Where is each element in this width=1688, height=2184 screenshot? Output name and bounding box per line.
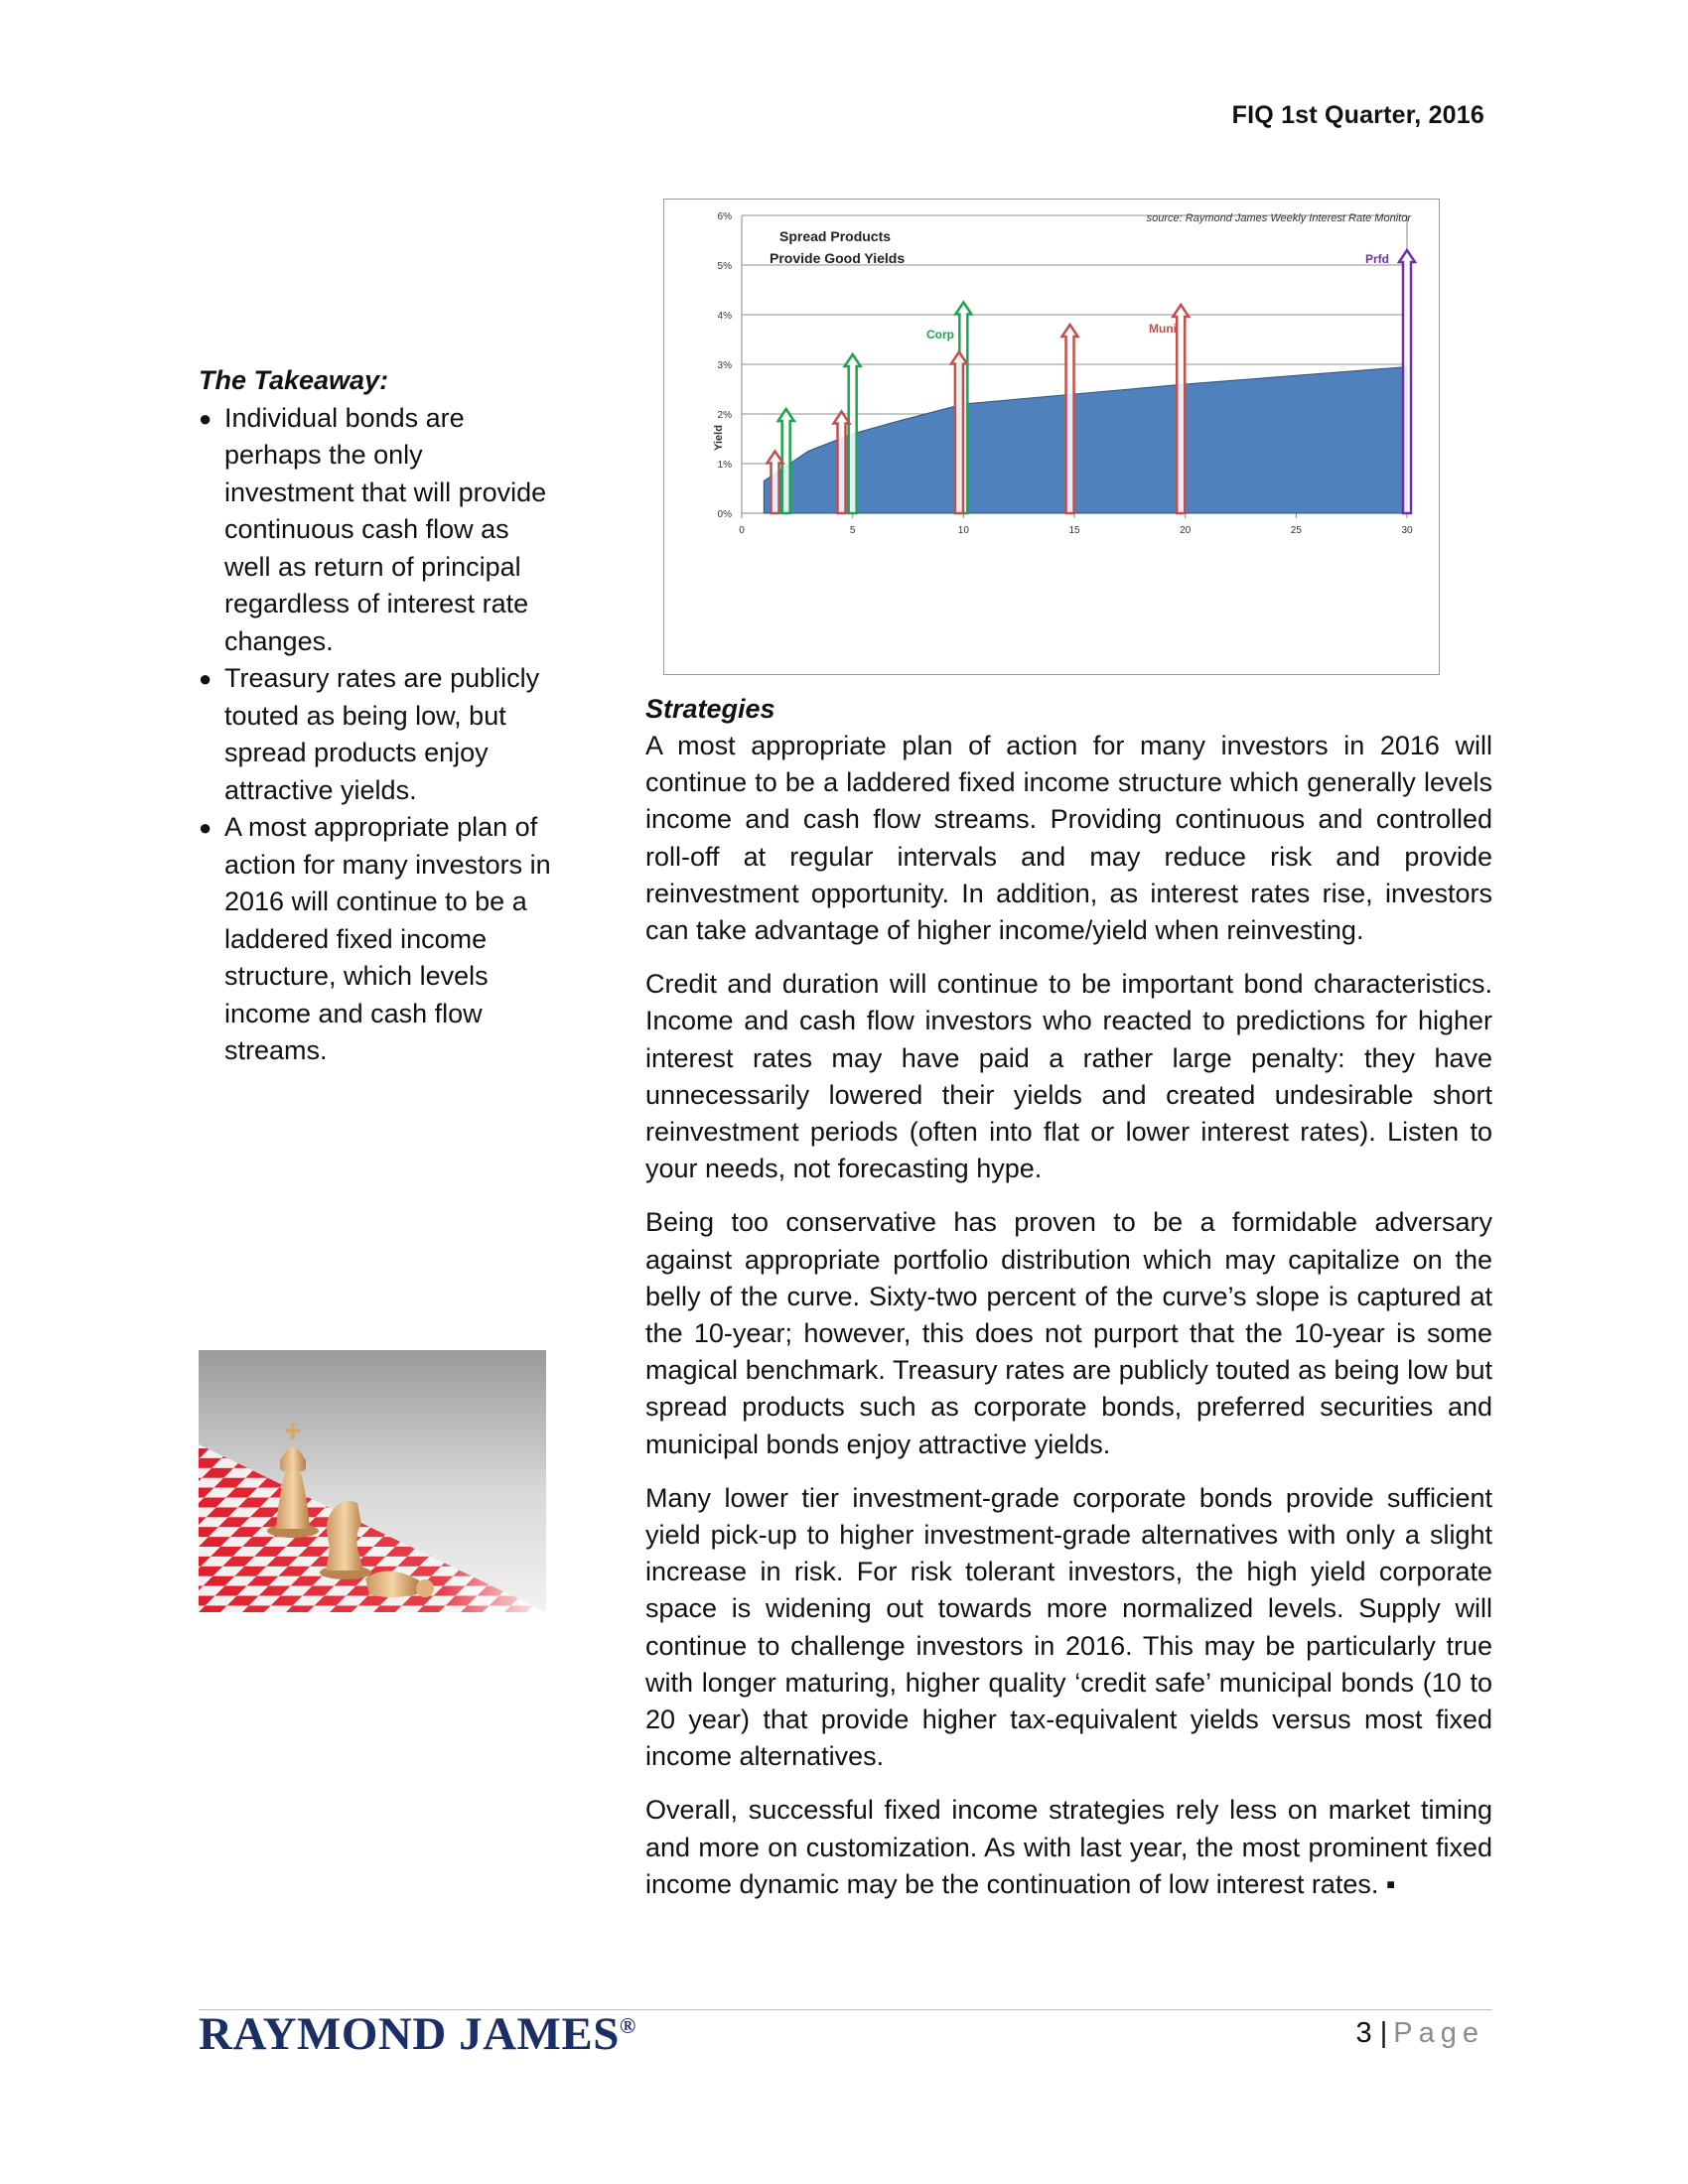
yield-chart-svg [664, 200, 1439, 674]
strategies-section [645, 691, 1492, 1920]
y-axis-label: Yield [713, 425, 725, 451]
takeaway-bullet-text: A most appropriate plan of action for many investors in 2016 will continue to be a laddered fixed income structure, which levels income and cash flow streams. [224, 812, 551, 1065]
bullet-icon: ● [199, 405, 212, 431]
chart-title-line-2: Provide Good Yields [770, 250, 906, 266]
strategies-heading: Strategies [645, 694, 775, 724]
muni-label: Muni [1149, 322, 1177, 336]
x-tick-label: 20 [1180, 525, 1192, 536]
x-tick-label: 5 [849, 525, 856, 536]
bullet-icon: ● [199, 666, 212, 691]
takeaway-heading: The Takeaway: [199, 365, 389, 395]
takeaway-bullet [199, 660, 556, 809]
takeaway-bullet [199, 809, 556, 1070]
page-separator: | [1379, 2017, 1388, 2049]
x-tick-label: 25 [1290, 525, 1302, 536]
y-tick-label: 6% [717, 211, 732, 222]
strategies-paragraph: Credit and duration will continue to be important bond characteristics. Income and cash flow investors who reacted to predictions for higher interest rates may have paid a rather large penalty: they have unnecessarily lowered their yields and created undesirable short reinvestment periods (often into flat or lower interest rates). Listen to your needs, not forecasting hype. [645, 969, 1492, 1184]
y-tick-label: 5% [717, 261, 732, 272]
x-tick-label: 15 [1068, 525, 1080, 536]
page-header: FIQ 1st Quarter, 2016 [1231, 101, 1484, 129]
y-tick-label: 3% [717, 360, 732, 371]
takeaway-bullet-text: Individual bonds are perhaps the only investment that will provide continuous cash flow as well as return of principal regardless of interest rate changes. [224, 402, 547, 656]
strategies-paragraph: Many lower tier investment-grade corporate bonds provide sufficient yield pick-up to higher investment-grade alternatives with only a slight increase in risk. For risk tolerant investors, the high yield corporate space is widening out towards more normalized levels. Supply will continue to challenge investors in 2016. This may be particularly true with longer maturing, higher quality ‘credit safe’ municipal bonds (10 to 20 year) that provide higher tax-equivalent yields versus most fixed income alternatives. [645, 1482, 1492, 1772]
chess-image [199, 1350, 546, 1612]
raymond-james-logo: RAYMOND JAMES® [199, 2008, 636, 2060]
corp-label: Corp [926, 328, 954, 341]
chart-source: source: Raymond James Weekly Interest Rate Monitor [1146, 212, 1411, 224]
treasuries-area [764, 367, 1407, 514]
takeaway-bullet-text: Treasury rates are publicly touted as being low, but spread products enjoy attractive yields. [224, 663, 540, 805]
y-tick-label: 4% [717, 311, 732, 322]
y-tick-label: 0% [717, 509, 732, 520]
treasuries-label: Treasuries [1214, 532, 1275, 546]
chart-title-line-1: Spread Products [779, 228, 892, 244]
yield-chart [663, 199, 1440, 675]
x-tick-label: 0 [739, 525, 745, 536]
strategies-paragraph: Overall, successful fixed income strategies rely less on market timing and more on customization. As with last year, the most prominent fixed income dynamic may be the continuation of low interest rates. ▪ [645, 1795, 1492, 1899]
x-tick-label: 30 [1401, 525, 1413, 536]
x-tick-label: 10 [957, 525, 969, 536]
takeaway-list [199, 400, 556, 1070]
prfd-label: Prfd [1365, 252, 1389, 266]
takeaway-bullet [199, 400, 556, 661]
page-number [1356, 2017, 1484, 2050]
strategies-paragraph: Being too conservative has proven to be a formidable adversary against appropriate portfolio distribution which may capitalize on the belly of the curve. Sixty-two percent of the curve’s slope is captured at the 10-year; however, this does not purport that the 10-year is some magical benchmark. Treasury rates are publicly touted as being low but spread products such as corporate bonds, preferred securities and municipal bonds enjoy attractive yields. [645, 1207, 1492, 1459]
page-word: Page [1393, 2017, 1484, 2049]
y-tick-label: 2% [717, 410, 732, 421]
page-number-value: 3 [1355, 2017, 1372, 2049]
takeaway-sidebar [199, 362, 556, 1070]
bullet-icon: ● [199, 815, 212, 840]
y-tick-label: 1% [717, 460, 732, 471]
strategies-paragraph: A most appropriate plan of action for many investors in 2016 will continue to be a laddered fixed income structure which generally levels income and cash flow streams. Providing continuous and controlled roll-off at regular intervals and may reduce risk and provide reinvestment opportunity. In addition, as interest rates rise, investors can take advantage of higher income/yield when reinvesting. [645, 731, 1492, 946]
